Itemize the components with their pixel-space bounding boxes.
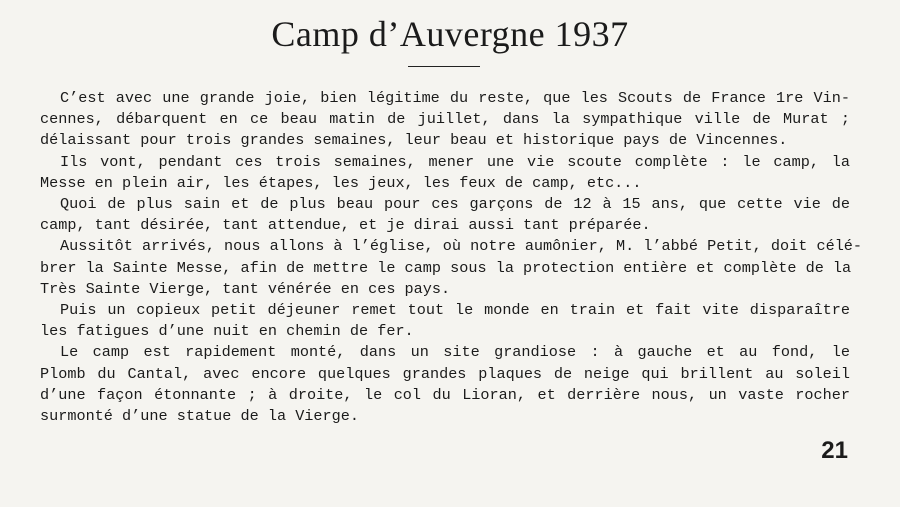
text-line: C’est avec une grande joie, bien légitime du reste, que les Scouts de France 1re Vin-	[60, 89, 850, 107]
text-line: les fatigues d’une nuit en chemin de fer.	[40, 322, 414, 341]
text-line: surmonté d’une statue de la Vierge.	[40, 407, 359, 426]
text-line: Messe en plein air, les étapes, les jeux, les feux de camp, etc...	[40, 173, 642, 192]
text-line: Ils vont, pendant ces trois semaines, mener une vie scoute complète : le camp, la	[60, 152, 850, 171]
text-line: délaissant pour trois grandes semaines, leur beau et historique pays de Vincennes.	[40, 131, 788, 150]
article-body	[40, 88, 863, 427]
text-line: camp, tant désirée, tant attendue, et je dirai aussi tant préparée.	[40, 216, 651, 235]
page-number: 21	[821, 437, 848, 464]
text-line: brer la Sainte Messe, afin de mettre le camp sous la protection entière et complète de la	[40, 258, 852, 277]
text-line: d’une façon étonnante ; à droite, le col du Lioran, et derrière nous, un vaste rocher	[40, 385, 850, 404]
text-line: Aussitôt arrivés, nous allons à l’église, où notre aumônier, M. l’abbé Petit, doit célé-	[60, 237, 863, 256]
text-line: Très Sainte Vierge, tant vénérée en ces pays.	[40, 279, 451, 298]
text-line: Puis un copieux petit déjeuner remet tout le monde en train et fait vite disparaître	[60, 301, 850, 320]
text-line: Quoi de plus sain et de plus beau pour ces garçons de 12 à 15 ans, que cette vie de	[60, 195, 850, 214]
text-line: Le camp est rapidement monté, dans un site grandiose : à gauche et au fond, le	[60, 343, 850, 362]
page-title: Camp d’Auvergne 1937	[271, 14, 629, 54]
text-line: cennes, débarquent en ce beau matin de juillet, dans la sympathique ville de Murat ;	[40, 110, 850, 129]
text-line: Plomb du Cantal, avec encore quelques grandes plaques de neige qui brillent au soleil	[40, 364, 850, 383]
title-underline	[408, 66, 480, 67]
